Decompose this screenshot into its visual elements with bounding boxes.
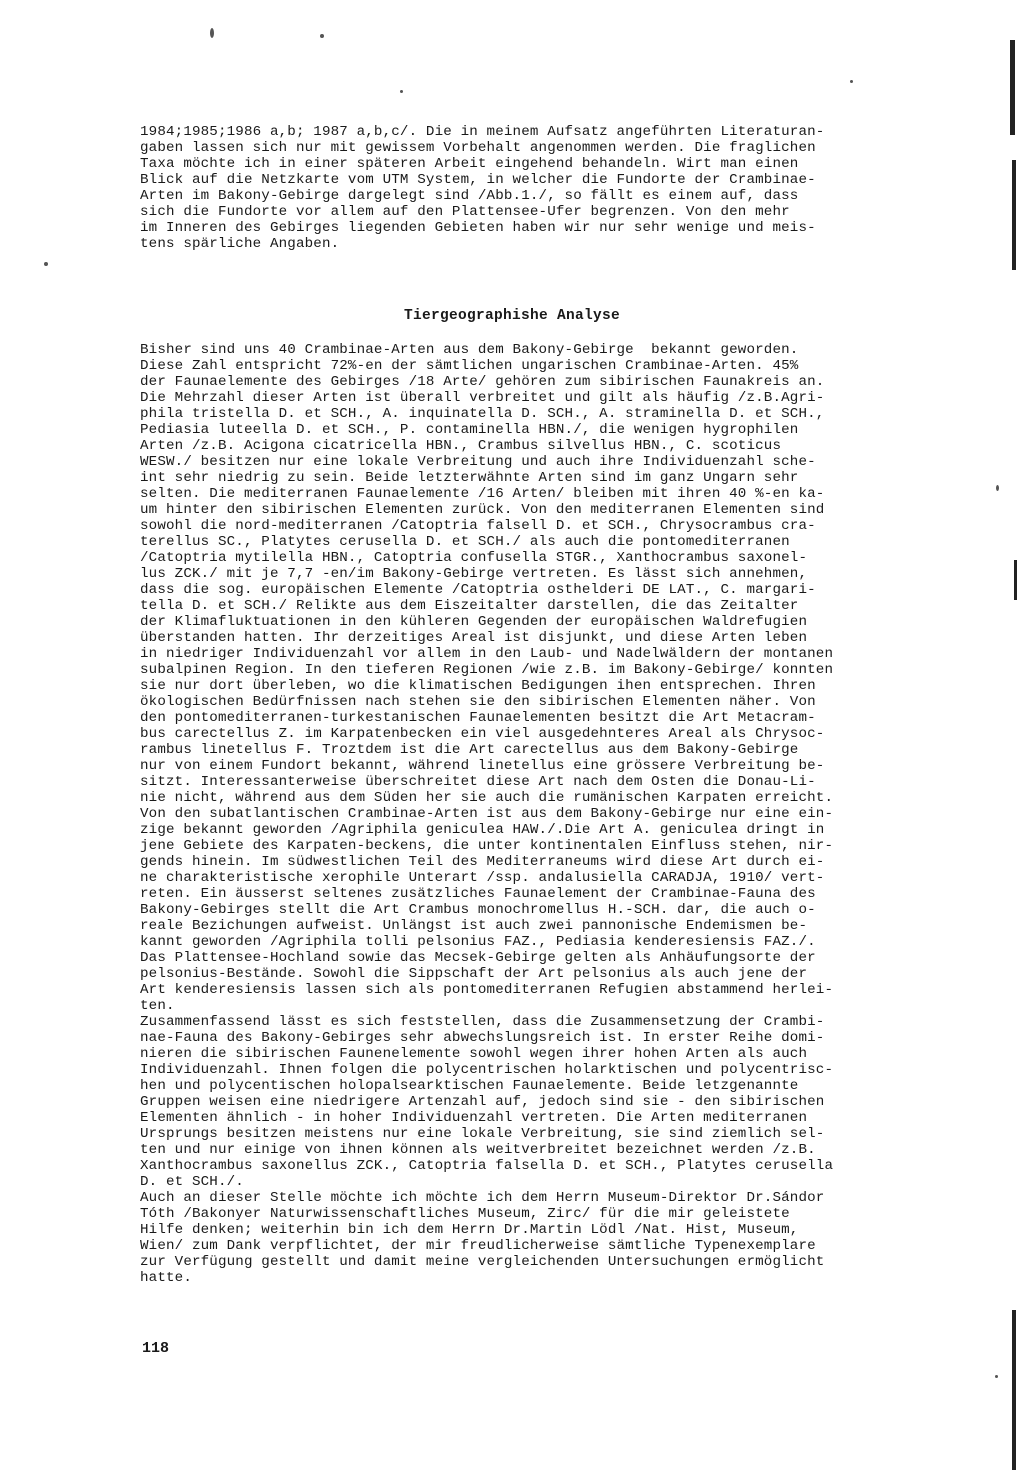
text-line: sich die Fundorte vor allem auf den Plattensee-Ufer begrenzen. Von den mehr xyxy=(140,204,790,220)
text-line: sie nur dort überleben, wo die klimatischen Bedigungen ihen entsprechen. Ihren xyxy=(140,678,816,694)
section-heading: Tiergeographishe Analyse xyxy=(403,308,621,324)
text-line: Das Plattensee-Hochland sowie das Mecsek-Gebirge gelten als Anhäufungsorte der xyxy=(140,950,816,966)
text-line: /Catoptria mytilella HBN., Catoptria confusella STGR., Xanthocrambus saxonel- xyxy=(140,550,808,566)
text-line: WESW./ besitzen nur eine lokale Verbreitung und auch ihre Individuenzahl sche- xyxy=(140,454,816,470)
text-line: lus ZCK./ mit je 7,7 -en/im Bakony-Gebirge vertreten. Es lässt sich annehmen, xyxy=(140,566,808,582)
text-line: nieren die sibirischen Faunenelemente sowohl wegen ihrer hohen Arten als auch xyxy=(140,1046,808,1062)
text-line: 1984;1985;1986 a,b; 1987 a,b,c/. Die in meinem Aufsatz angeführten Literaturan- xyxy=(140,124,825,140)
text-line: Elementen ähnlich - in hoher Individuenzahl vertreten. Die Arten mediterranen xyxy=(140,1110,808,1126)
text-line: hatte. xyxy=(140,1270,192,1286)
scan-speck xyxy=(996,485,999,491)
text-line: der Faunaelemente des Gebirges /18 Arte/ gehören zum sibirischen Faunakreis an. xyxy=(140,374,825,390)
text-line: sowohl die nord-mediterranen /Catoptria falsell D. et SCH., Chrysocrambus cra- xyxy=(140,518,816,534)
scan-speck xyxy=(400,90,403,93)
text-line: Tóth /Bakonyer Naturwissenschaftliches Museum, Zirc/ für die mir geleistete xyxy=(140,1206,790,1222)
text-line: nae-Fauna des Bakony-Gebirges sehr abwechslungsreich ist. In erster Reihe domi- xyxy=(140,1030,825,1046)
text-line: Art kenderesiensis lassen sich als pontomediterranen Refugien abstammend herlei- xyxy=(140,982,834,998)
scan-speck xyxy=(850,80,853,83)
text-line: int sehr niedrig zu sein. Beide letzterwähnte Arten sind im ganz Ungarn sehr xyxy=(140,470,799,486)
text-line: hen und polycentischen holopalsearktischen Faunaelemente. Beide letzgenannte xyxy=(140,1078,799,1094)
text-line: subalpinen Region. In den tieferen Regionen /wie z.B. im Bakony-Gebirge/ konnten xyxy=(140,662,834,678)
text-line: Blick auf die Netzkarte vom UTM System, in welcher die Fundorte der Crambinae- xyxy=(140,172,816,188)
text-line: reten. Ein äusserst seltenes zusätzliches Faunaelement der Crambinae-Fauna des xyxy=(140,886,816,902)
text-line: den pontomediterranen-turkestanischen Faunaelementen besitzt die Art Metacram- xyxy=(140,710,816,726)
text-line: jene Gebiete des Karpaten-beckens, die unter kontinentalen Einfluss stehen, nir- xyxy=(140,838,834,854)
text-line: pelsonius-Bestände. Sowohl die Sippschaft der Art pelsonius als auch jene der xyxy=(140,966,808,982)
text-line: in niedriger Individuenzahl vor allem in den Laub- und Nadelwäldern der montanen xyxy=(140,646,834,662)
text-line: Ursprungs besitzen meistens nur eine lokale Verbreitung, sie sind ziemlich sel- xyxy=(140,1126,825,1142)
text-line: Arten im Bakony-Gebirge dargelegt sind /Abb.1./, so fällt es einem auf, dass xyxy=(140,188,799,204)
text-line: Taxa möchte ich in einer späteren Arbeit eingehend behandeln. Wirt man einen xyxy=(140,156,799,172)
text-line: zige bekannt geworden /Agriphila geniculea HAW./.Die Art A. geniculea dringt in xyxy=(140,822,825,838)
text-line: gaben lassen sich nur mit gewissem Vorbehalt angenommen werden. Die fraglichen xyxy=(140,140,816,156)
text-line: tens spärliche Angaben. xyxy=(140,236,340,252)
text-line: Von den subatlantischen Crambinae-Arten ist aus dem Bakony-Gebirge nur eine ein- xyxy=(140,806,834,822)
text-line: tella D. et SCH./ Relikte aus dem Eiszeitalter darstellen, die das Zeitalter xyxy=(140,598,799,614)
text-line: reale Bezichungen aufweist. Unlängst ist auch zwei pannonische Endemismen be- xyxy=(140,918,808,934)
text-line: Diese Zahl entspricht 72%-en der sämtlichen ungarischen Crambinae-Arten. 45% xyxy=(140,358,799,374)
text-line: Gruppen weisen eine niedrigere Artenzahl auf, jedoch sind sie - den sibirischen xyxy=(140,1094,825,1110)
text-line: Zusammenfassend lässt es sich feststellen, dass die Zusammensetzung der Crambi- xyxy=(140,1014,825,1030)
scan-speck xyxy=(210,28,214,38)
text-line: überstanden hatten. Ihr derzeitiges Areal ist disjunkt, und diese Arten leben xyxy=(140,630,808,646)
scan-edge-mark xyxy=(1012,1310,1016,1470)
text-line: nie nicht, während aus dem Süden her sie auch die rumänischen Karpaten erreicht. xyxy=(140,790,834,806)
text-line: Bisher sind uns 40 Crambinae-Arten aus dem Bakony-Gebirge bekannt geworden. xyxy=(140,342,799,358)
scan-edge-mark xyxy=(1014,560,1017,600)
text-line: kannt geworden /Agriphila tolli pelsonius FAZ., Pediasia kenderesiensis FAZ./. xyxy=(140,934,816,950)
text-line: ten. xyxy=(140,998,175,1014)
text-line: Wien/ zum Dank verpflichtet, der mir freudlicherweise sämtliche Typenexemplare xyxy=(140,1238,816,1254)
text-line: sitzt. Interessanterweise überschreitet diese Art nach dem Osten die Donau-Li- xyxy=(140,774,816,790)
scan-edge-mark xyxy=(1012,160,1016,270)
scan-speck xyxy=(320,34,324,38)
page-number: 118 xyxy=(142,1340,170,1357)
text-line: Hilfe denken; weiterhin bin ich dem Herrn Dr.Martin Lödl /Nat. Hist, Museum, xyxy=(140,1222,799,1238)
scan-speck xyxy=(44,262,48,266)
scan-edge-mark xyxy=(1010,40,1015,135)
text-line: Individuenzahl. Ihnen folgen die polycentrischen holarktischen und polycentrisc- xyxy=(140,1062,834,1078)
text-line: Bakony-Gebirges stellt die Art Crambus monochromellus H.-SCH. dar, die auch o- xyxy=(140,902,816,918)
text-line: Die Mehrzahl dieser Arten ist überall verbreitet und gilt als häufig /z.B.Agri- xyxy=(140,390,825,406)
scan-speck xyxy=(995,1375,998,1378)
text-line: Xanthocrambus saxonellus ZCK., Catoptria falsella D. et SCH., Platytes cerusella xyxy=(140,1158,834,1174)
text-line: ne charakteristische xerophile Unterart /ssp. andalusiella CARADJA, 1910/ vert- xyxy=(140,870,825,886)
text-line: phila tristella D. et SCH., A. inquinatella D. SCH., A. straminella D. et SCH., xyxy=(140,406,825,422)
text-line: Pediasia luteella D. et SCH., P. contaminella HBN./, die wenigen hygrophilen xyxy=(140,422,799,438)
text-line: nur von einem Fundort bekannt, während linetellus eine grössere Verbreitung be- xyxy=(140,758,825,774)
text-line: im Inneren des Gebirges liegenden Gebieten haben wir nur sehr wenige und meis- xyxy=(140,220,816,236)
text-line: D. et SCH./. xyxy=(140,1174,244,1190)
text-line: ökologischen Bedürfnissen nach stehen sie den sibirischen Elementen näher. Von xyxy=(140,694,816,710)
text-line: ten und nur einige von ihnen können als weitverbreitet bezeichnet werden /z.B. xyxy=(140,1142,816,1158)
text-line: rambus linetellus F. Troztdem ist die Art carectellus aus dem Bakony-Gebirge xyxy=(140,742,799,758)
text-line: bus carectellus Z. im Karpatenbecken ein viel ausgedehnteres Areal als Chrysoc- xyxy=(140,726,825,742)
text-line: Arten /z.B. Acigona cicatricella HBN., Crambus silvellus HBN., C. scoticus xyxy=(140,438,782,454)
text-line: dass die sog. europäischen Elemente /Catoptria osthelderi DE LAT., C. margari- xyxy=(140,582,816,598)
text-line: zur Verfügung gestellt und damit meine vergleichenden Untersuchungen ermöglicht xyxy=(140,1254,825,1270)
text-line: der Klimafluktuationen in den kühleren Gegenden der europäischen Waldrefugien xyxy=(140,614,808,630)
text-line: terellus SC., Platytes cerusella D. et SCH./ als auch die pontomediterranen xyxy=(140,534,790,550)
text-line: selten. Die mediterranen Faunaelemente /16 Arten/ bleiben mit ihren 40 %-en ka- xyxy=(140,486,825,502)
text-line: um hinter den sibirischen Elementen zurück. Von den mediterranen Elementen sind xyxy=(140,502,825,518)
text-line: gends hinein. Im südwestlichen Teil des Mediterraneums wird diese Art durch ei- xyxy=(140,854,825,870)
text-line: Auch an dieser Stelle möchte ich möchte ich dem Herrn Museum-Direktor Dr.Sándor xyxy=(140,1190,825,1206)
